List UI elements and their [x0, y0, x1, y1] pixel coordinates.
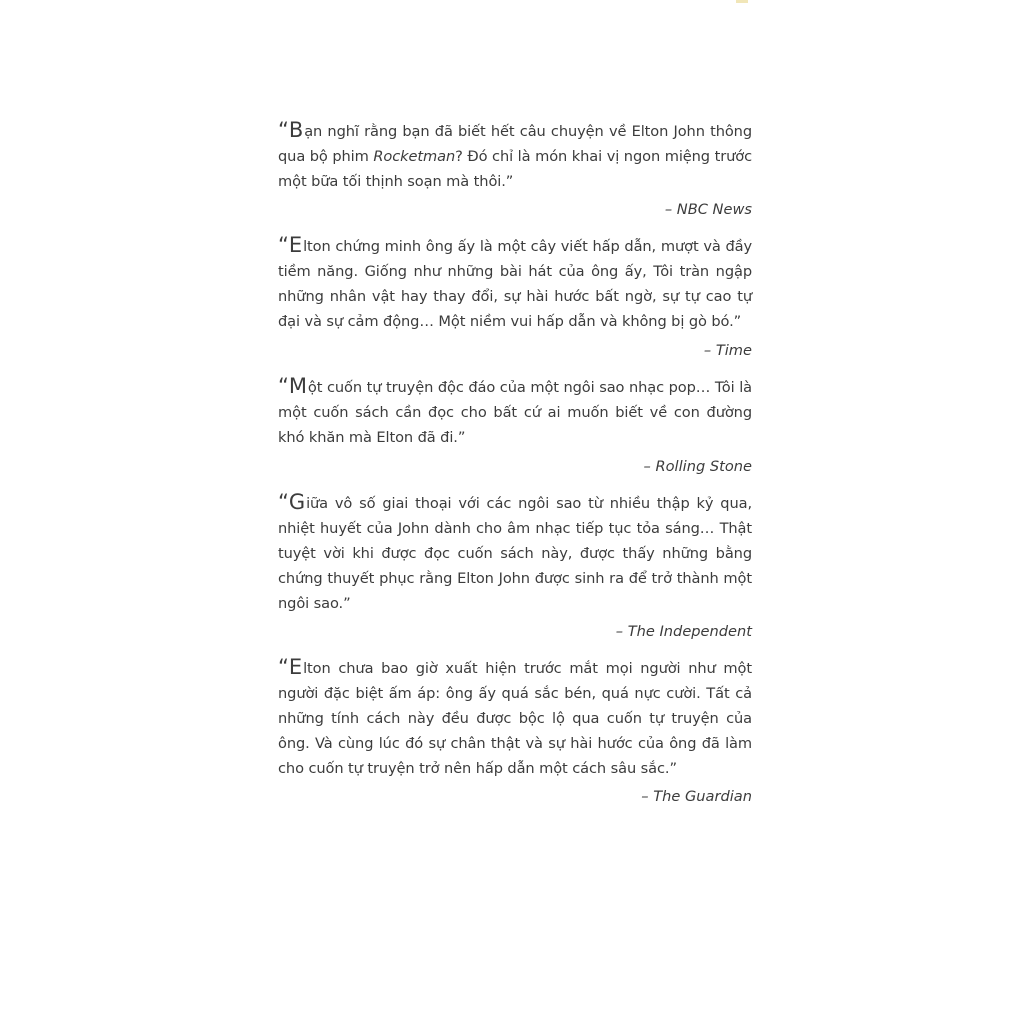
quote-source: – Rolling Stone — [643, 458, 752, 475]
quote-first-letter: E — [288, 655, 303, 679]
open-quote-mark: “ — [278, 655, 289, 679]
quote-body-end: ? Đó chỉ là món khai vị ngon miệng trước một bữa tối thịnh soạn mà thôi.” — [278, 148, 752, 190]
quote-text — [278, 490, 752, 616]
open-quote-mark: “ — [278, 233, 289, 257]
film-title: Rocketman — [373, 148, 456, 165]
quote-body: iữa vô số giai thoại với các ngôi sao từ nhiều thập kỷ qua, nhiệt huyết của John dành cho âm nhạc tiếp tục tỏa sáng… Thật tuyệt vời khi được đọc cuốn sách này, được thấy những bằng chứng thuyết phục rằng Elton John được sinh ra để trở thành một ngôi sao.” — [278, 495, 752, 612]
quote-source: – NBC News — [664, 201, 752, 218]
open-quote-mark: “ — [278, 118, 289, 142]
quote-first-letter: M — [288, 374, 307, 398]
quote-the-independent — [278, 490, 752, 642]
quote-body: ột cuốn tự truyện độc đáo của một ngôi sao nhạc pop… Tôi là một cuốn sách cần đọc cho bất cứ ai muốn biết về con đường khó khăn mà Elton đã đi.” — [278, 379, 752, 446]
endorsement-page — [278, 118, 752, 807]
quote-time — [278, 233, 752, 361]
quote-text — [278, 374, 752, 450]
quote-rolling-stone — [278, 374, 752, 477]
open-quote-mark: “ — [278, 490, 289, 514]
quote-text — [278, 118, 752, 194]
page-corner-mark — [736, 0, 748, 3]
quote-source: – Time — [703, 342, 752, 359]
quote-first-letter: B — [288, 118, 304, 142]
quote-source: – The Guardian — [641, 788, 752, 805]
quote-text — [278, 233, 752, 334]
quote-body: ạn nghĩ rằng bạn đã biết hết câu chuyện về Elton John thông qua bộ phim — [278, 123, 752, 165]
quote-body: lton chứng minh ông ấy là một cây viết hấp dẫn, mượt và đầy tiềm năng. Giống như những bài hát của ông ấy, Tôi tràn ngập những nhân vật hay thay đổi, sự hài hước bất ngờ, sự tự cao tự đại và sự cảm động… Một niềm vui hấp dẫn và không bị gò bó.” — [278, 238, 752, 330]
quote-first-letter: E — [288, 233, 303, 257]
open-quote-mark: “ — [278, 374, 289, 398]
quote-source: – The Independent — [615, 623, 752, 640]
quote-text — [278, 655, 752, 781]
quote-first-letter: G — [288, 490, 306, 514]
quote-the-guardian — [278, 655, 752, 807]
quote-body: lton chưa bao giờ xuất hiện trước mắt mọi người như một người đặc biệt ấm áp: ông ấy quá sắc bén, quá nực cười. Tất cả những tính cách này đều được bộc lộ qua cuốn tự truyện của ông. Và cùng lúc đó sự chân thật và sự hài hước của ông đã làm cho cuốn tự truyện trở nên hấp dẫn một cách sâu sắc.” — [278, 660, 752, 777]
quote-nbc-news — [278, 118, 752, 220]
